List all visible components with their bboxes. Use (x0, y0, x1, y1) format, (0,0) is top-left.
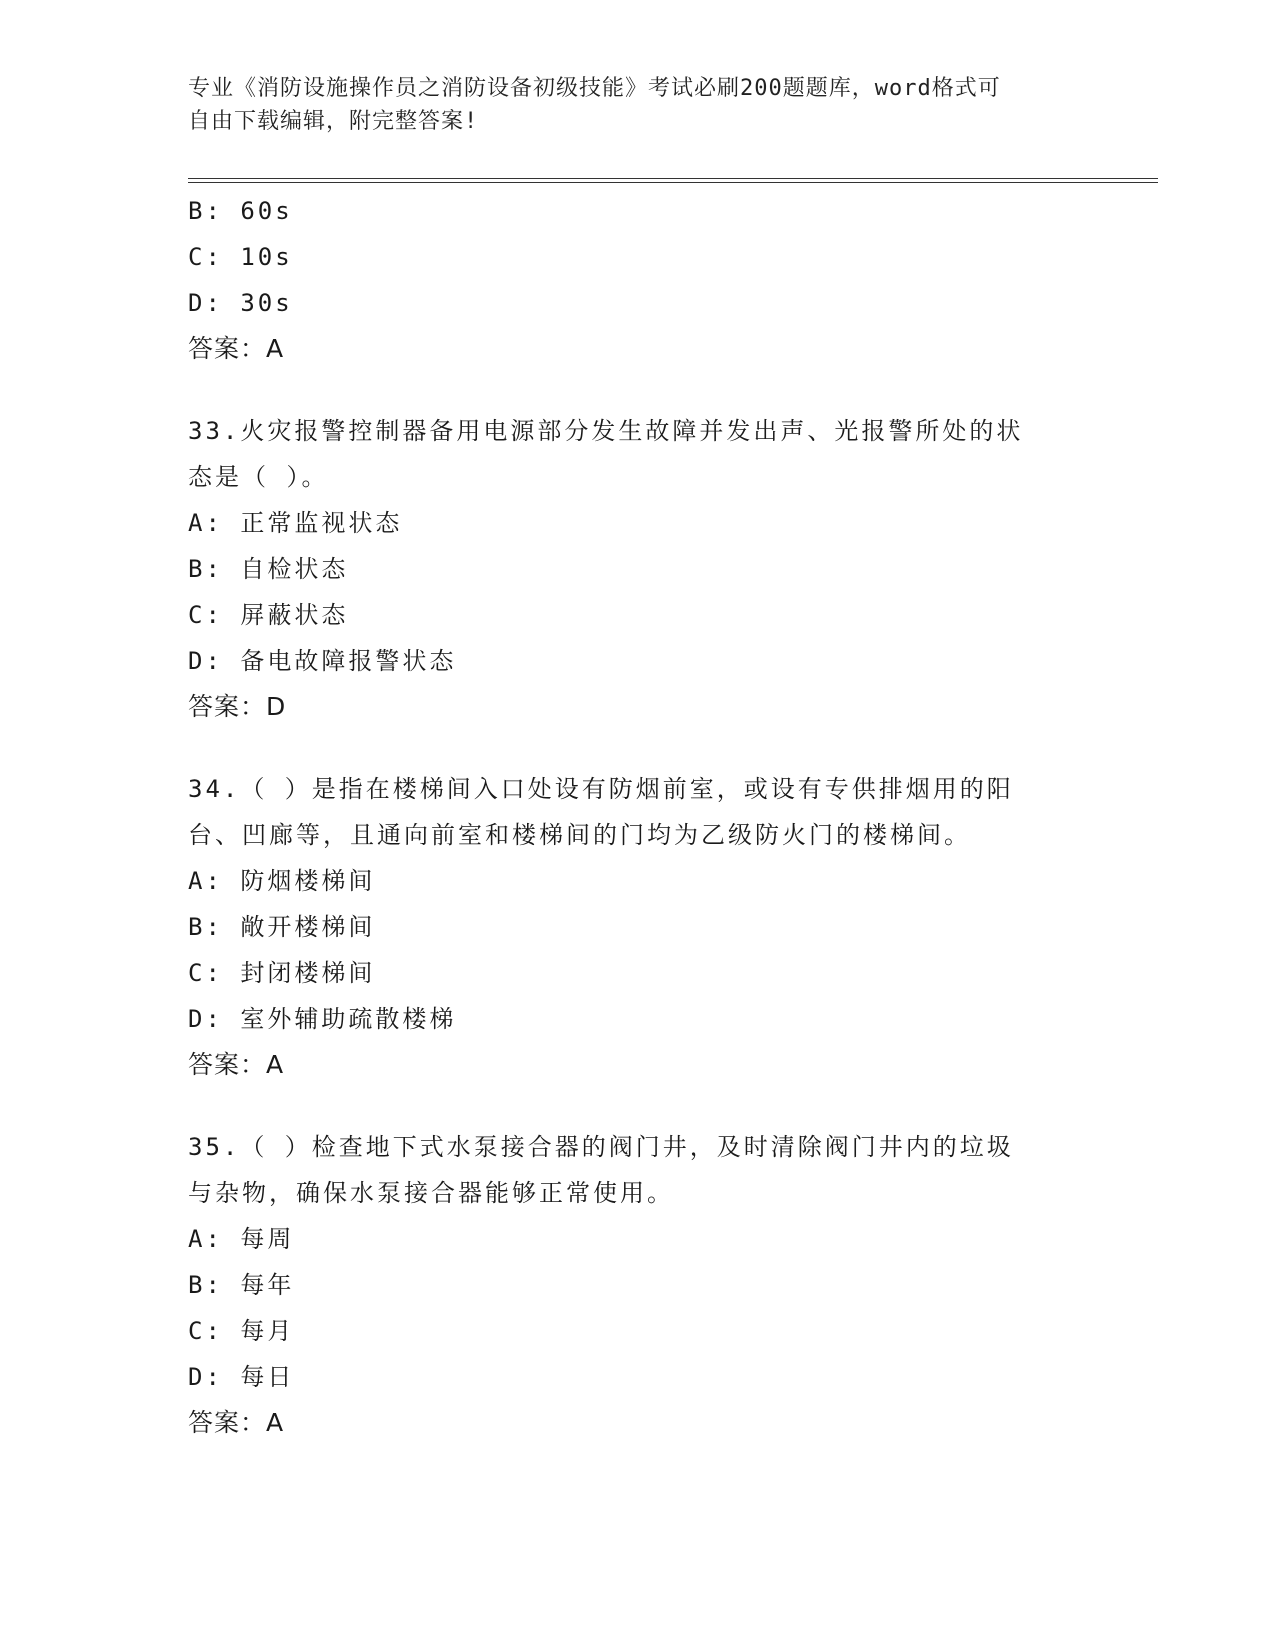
option-b: B: 每年 (188, 1271, 295, 1299)
option-c: C: 屏蔽状态 (188, 601, 349, 629)
option-c: C: 封闭楼梯间 (188, 959, 376, 987)
answer-line: 答案：D (188, 692, 287, 721)
answer-line: 答案：A (188, 334, 285, 363)
question-stem-line-1: 34.（ ）是指在楼梯间入口处设有防烟前室，或设有专供排烟用的阳 (188, 775, 1014, 803)
option-c: C: 10s (188, 243, 293, 271)
option-b: B: 60s (188, 197, 293, 225)
question-stem-line-2: 态是（ ）。 (188, 463, 329, 491)
option-d: D: 每日 (188, 1363, 295, 1391)
header-divider (188, 178, 1158, 183)
option-a: A: 防烟楼梯间 (188, 867, 376, 895)
question-stem-line-1: 35.（ ）检查地下式水泵接合器的阀门井，及时清除阀门井内的垃圾 (188, 1133, 1014, 1161)
option-c: C: 每月 (188, 1317, 295, 1345)
answer-line: 答案：A (188, 1050, 285, 1079)
document-header (188, 72, 1088, 138)
header-title-line-1: 专业《消防设施操作员之消防设备初级技能》考试必刷200题题库，word格式可 (188, 76, 1001, 101)
question-stem-line-2: 台、凹廊等，且通向前室和楼梯间的门均为乙级防火门的楼梯间。 (188, 821, 971, 849)
question-block-33 (188, 408, 1088, 730)
question-stem-line-2: 与杂物，确保水泵接合器能够正常使用。 (188, 1179, 674, 1207)
option-b: B: 敞开楼梯间 (188, 913, 376, 941)
option-b: B: 自检状态 (188, 555, 349, 583)
option-a: A: 正常监视状态 (188, 509, 403, 537)
previous-question-block (188, 188, 1088, 372)
option-a: A: 每周 (188, 1225, 295, 1253)
question-block-35 (188, 1124, 1088, 1446)
answer-line: 答案：A (188, 1408, 285, 1437)
option-d: D: 30s (188, 289, 293, 317)
question-stem-line-1: 33.火灾报警控制器备用电源部分发生故障并发出声、光报警所处的状 (188, 417, 1024, 445)
option-d: D: 室外辅助疏散楼梯 (188, 1005, 457, 1033)
header-title-line-2: 自由下载编辑，附完整答案! (188, 109, 479, 134)
question-content (188, 188, 1088, 1446)
question-block-34 (188, 766, 1088, 1088)
option-d: D: 备电故障报警状态 (188, 647, 457, 675)
